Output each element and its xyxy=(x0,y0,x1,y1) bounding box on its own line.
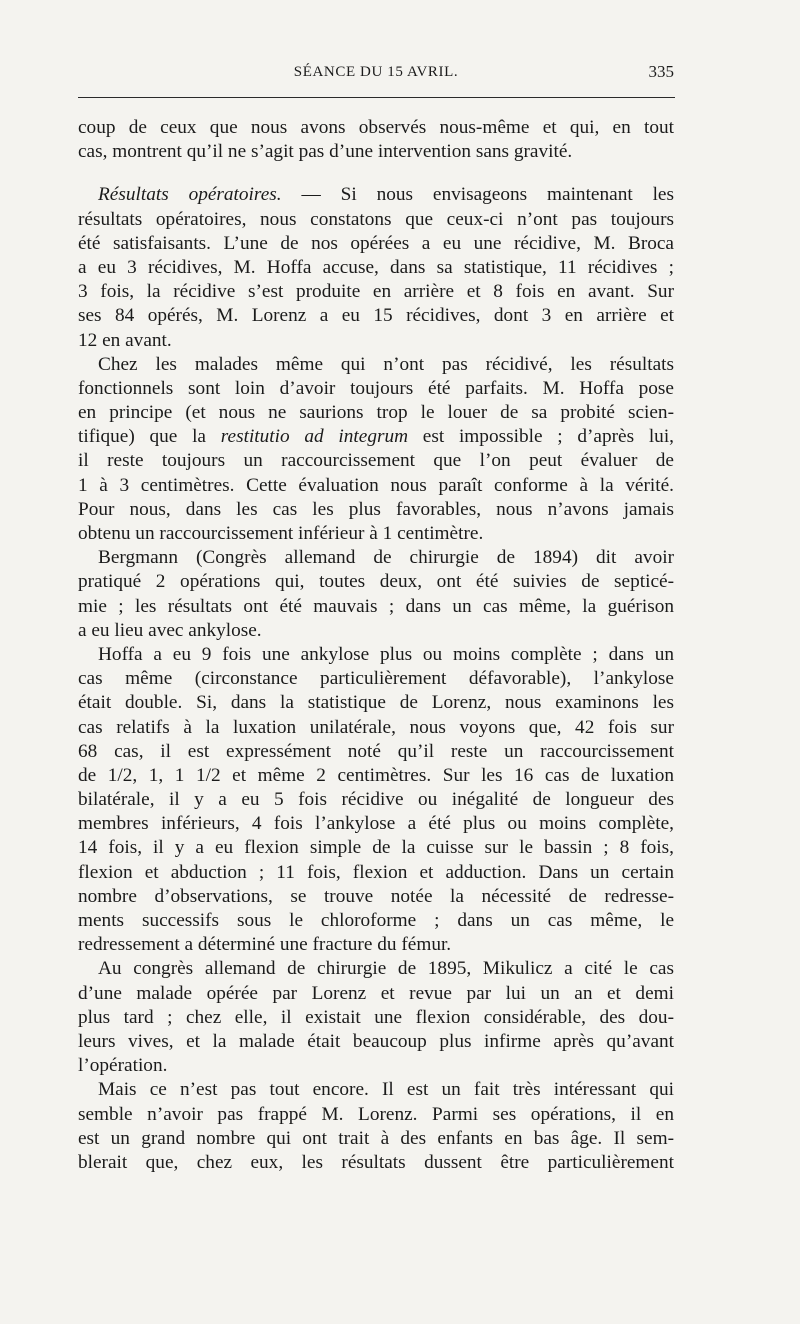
text-line: Bergmann (Congrès allemand de chirurgie de 1894) dit avoir xyxy=(98,547,674,569)
text-line: a eu lieu avec ankylose. xyxy=(78,619,262,641)
text-segment: est impossible ; d’après lui, xyxy=(408,426,674,448)
paragraph xyxy=(78,353,674,547)
text-line: Hoffa a eu 9 fois une ankylose plus ou moins complète ; dans un xyxy=(98,643,674,665)
text-line: l’opération. xyxy=(78,1055,168,1077)
text-line: coup de ceux que nous avons observés nous-même et qui, en tout xyxy=(78,117,674,138)
text-line: obtenu un raccourcissement inférieur à 1 centimètre. xyxy=(78,523,484,544)
text-line: ses 84 opérés, M. Lorenz a eu 15 récidives, dont 3 en arrière et xyxy=(78,305,674,327)
paragraph xyxy=(78,1078,674,1175)
paragraph xyxy=(78,116,674,164)
text-line: d’une malade opérée par Lorenz et revue par lui un an et demi xyxy=(78,982,674,1004)
text-line: fonctionnels sont loin d’avoir toujours été parfaits. M. Hoffa pose xyxy=(78,377,674,399)
paragraph xyxy=(78,546,674,643)
text-line: 68 cas, il est expressément noté qu’il reste un raccourcissement xyxy=(78,740,674,762)
text-line: 3 fois, la récidive s’est produite en arrière et 8 fois en avant. Sur xyxy=(78,281,674,303)
text-line: a eu 3 récidives, M. Hoffa accuse, dans sa statistique, 11 récidives ; xyxy=(78,256,674,278)
text-line: de 1/2, 1, 1 1/2 et même 2 centimètres. Sur les 16 cas de luxation xyxy=(78,764,674,786)
text-line: est un grand nombre qui ont trait à des enfants en bas âge. Il sem- xyxy=(78,1127,674,1149)
paragraph xyxy=(78,183,674,352)
text-line: Au congrès allemand de chirurgie de 1895, Mikulicz a cité le cas xyxy=(98,958,674,980)
text-line: Pour nous, dans les cas les plus favorables, nous n’avons jamais xyxy=(78,498,674,520)
text-line: Mais ce n’est pas tout encore. Il est un fait très intéressant qui xyxy=(98,1079,674,1101)
text-line: semble n’avoir pas frappé M. Lorenz. Parmi ses opérations, il en xyxy=(78,1103,674,1125)
text-line xyxy=(78,425,674,449)
running-head: SÉANCE DU 15 AVRIL. xyxy=(293,64,459,80)
text-line xyxy=(78,183,674,207)
text-line: 12 en avant. xyxy=(78,329,172,351)
text-line: bilatérale, il y a eu 5 fois récidive ou inégalité de longueur des xyxy=(78,789,674,811)
section-heading: Résultats opératoires. xyxy=(98,184,282,206)
paragraph xyxy=(78,643,674,957)
text-line: cas relatifs à la luxation unilatérale, nous voyons que, 42 fois sur xyxy=(78,716,674,738)
text-line: plus tard ; chez elle, il existait une flexion considérable, des dou- xyxy=(78,1006,674,1028)
page-number: 335 xyxy=(648,62,674,81)
text-line: mie ; les résultats ont été mauvais ; dans un cas même, la guérison xyxy=(78,595,674,617)
text-line: était double. Si, dans la statistique de Lorenz, nous examinons les xyxy=(78,692,674,714)
text-line: en principe (et nous ne saurions trop le louer de sa probité scien- xyxy=(78,402,674,424)
text-line: résultats opératoires, nous constatons que ceux-ci n’ont pas toujours xyxy=(78,208,674,230)
text-segment: tifique) que la xyxy=(78,426,221,448)
text-line: membres inférieurs, 4 fois l’ankylose a été plus ou moins complète, xyxy=(78,813,674,835)
text-line: ments successifs sous le chloroforme ; dans un cas même, le xyxy=(78,910,674,931)
page-header xyxy=(78,62,674,90)
text-line: nombre d’observations, se trouve notée la nécessité de redresse- xyxy=(78,885,674,907)
body-text xyxy=(78,116,674,1175)
text-line: 14 fois, il y a eu flexion simple de la cuisse sur le bassin ; 8 fois, xyxy=(78,837,674,859)
text-line: blerait que, chez eux, les résultats dussent être particulièrement xyxy=(78,1151,674,1173)
paragraph xyxy=(78,957,674,1078)
text-line: Chez les malades même qui n’ont pas récidivé, les résultats xyxy=(98,353,674,375)
header-rule xyxy=(78,97,675,98)
text-line: pratiqué 2 opérations qui, toutes deux, ont été suivies de septicé- xyxy=(78,571,674,593)
text-line: il reste toujours un raccourcissement que l’on peut évaluer de xyxy=(78,450,674,472)
latin-phrase: restitutio ad integrum xyxy=(220,426,409,448)
text-segment: — Si nous envisageons maintenant les xyxy=(281,184,674,206)
text-line: cas même (circonstance particulièrement défavorable), l’ankylose xyxy=(78,668,674,690)
text-line: été satisfaisants. L’une de nos opérées a eu une récidive, M. Broca xyxy=(78,232,674,254)
text-line: redressement a déterminé une fracture du fémur. xyxy=(78,934,452,956)
text-line: 1 à 3 centimètres. Cette évaluation nous paraît conforme à la vérité. xyxy=(78,474,674,496)
text-line: flexion et abduction ; 11 fois, flexion et adduction. Dans un certain xyxy=(78,861,674,883)
text-line: leurs vives, et la malade était beaucoup plus infirme après qu’avant xyxy=(78,1030,674,1052)
text-line: cas, montrent qu’il ne s’agit pas d’une intervention sans gravité. xyxy=(78,141,573,163)
